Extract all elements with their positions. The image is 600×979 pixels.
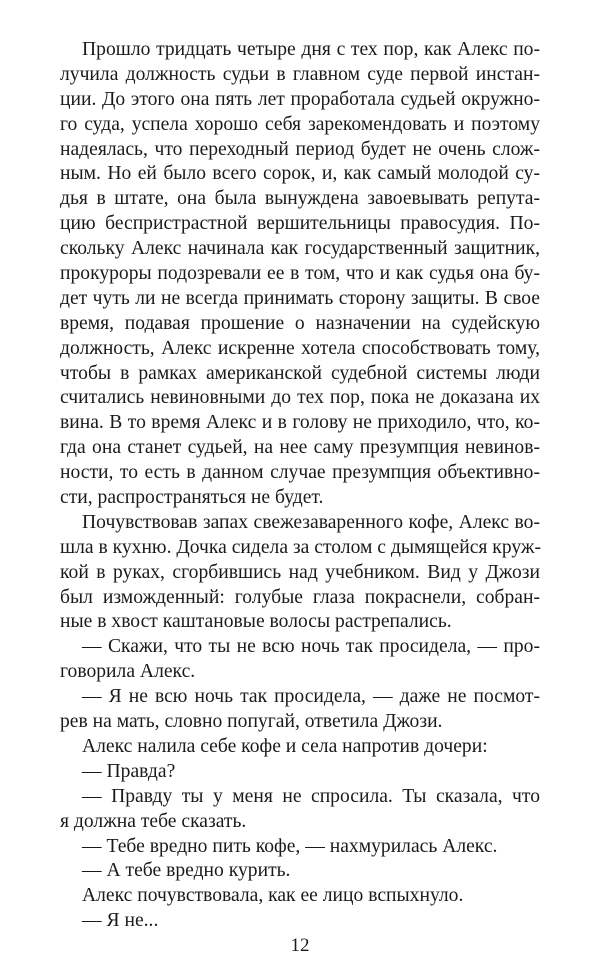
text-line: дья в штате, она была вынуждена завоевывать репута- [60, 188, 540, 210]
text-line: Алекс почувствовала, как ее лицо вспыхнуло. [82, 885, 464, 907]
page-number: 12 [290, 935, 310, 956]
text-line: шла в кухню. Дочка сидела за столом с дымящейся круж- [60, 536, 541, 558]
text-line: ные в хвост каштановые волосы растрепались. [60, 611, 452, 633]
text-line: лучила должность судьи в главном суде первой инстан- [60, 63, 540, 85]
text-line: — Тебе вредно пить кофе, — нахмурилась Алекс. [82, 835, 498, 857]
text-line: Прошло тридцать четыре дня с тех пор, как Алекс по- [82, 39, 540, 60]
text-line: — Правду ты у меня не спросила. Ты сказала, что [82, 785, 540, 807]
text-line: надеялась, что переходный период будет не очень слож- [60, 138, 540, 160]
text-line: ности, то есть в данном случае презумпция объективно- [60, 462, 540, 484]
text-line: считались невиновными до тех пор, пока не доказана их [60, 387, 540, 409]
text-line: гда она станет судьей, на нее саму презумпция невинов- [60, 437, 540, 459]
text-line: — Правда? [82, 760, 176, 782]
text-line: Алекс налила себе кофе и села напротив дочери: [82, 735, 488, 757]
body-text [60, 38, 540, 934]
text-line: время, подавая прошение о назначении на судейскую [60, 312, 540, 334]
text-line: Почувствовав запах свежезаваренного кофе, Алекс во- [82, 511, 540, 533]
text-line: — А тебе вредно курить. [82, 860, 291, 882]
text-line: ции. До этого она пять лет проработала судьей окружно- [60, 88, 540, 110]
text-line: скольку Алекс начинала как государственный защитник, [60, 238, 540, 260]
text-line: рев на мать, словно попугай, ответила Джози. [60, 711, 443, 733]
text-line: должность, Алекс искренне хотела способствовать тому, [60, 337, 540, 359]
text-line: — Я не всю ночь так просидела, — даже не посмот- [82, 686, 540, 708]
text-line: чтобы в рамках американской судебной системы люди [60, 362, 540, 384]
text-line: дет чуть ли не всегда принимать сторону защиты. В свое [60, 287, 540, 309]
text-line: вина. В то время Алекс и в голову не приходило, что, ко- [60, 412, 540, 434]
text-line: — Я не... [82, 910, 159, 932]
text-line: сти, распространяться не будет. [60, 487, 324, 509]
text-line: — Скажи, что ты не всю ночь так просидела, — про- [82, 636, 540, 658]
text-line: говорила Алекс. [60, 661, 196, 683]
text-line: цию беспристрастной вершительницы правосудия. По- [60, 213, 540, 235]
text-line: го суда, успела хорошо себя зарекомендовать и поэтому [60, 113, 540, 135]
text-line: был изможденный: голубые глаза покраснели, собран- [60, 586, 540, 608]
text-line: ным. Но ей было всего сорок, и, как самый молодой су- [60, 163, 540, 185]
text-line: прокуроры подозревали ее в том, что и как судья она бу- [60, 263, 540, 285]
text-line: кой в руках, сгорбившись над учебником. Вид у Джози [60, 561, 540, 583]
text-line: я должна тебе сказать. [60, 810, 247, 832]
